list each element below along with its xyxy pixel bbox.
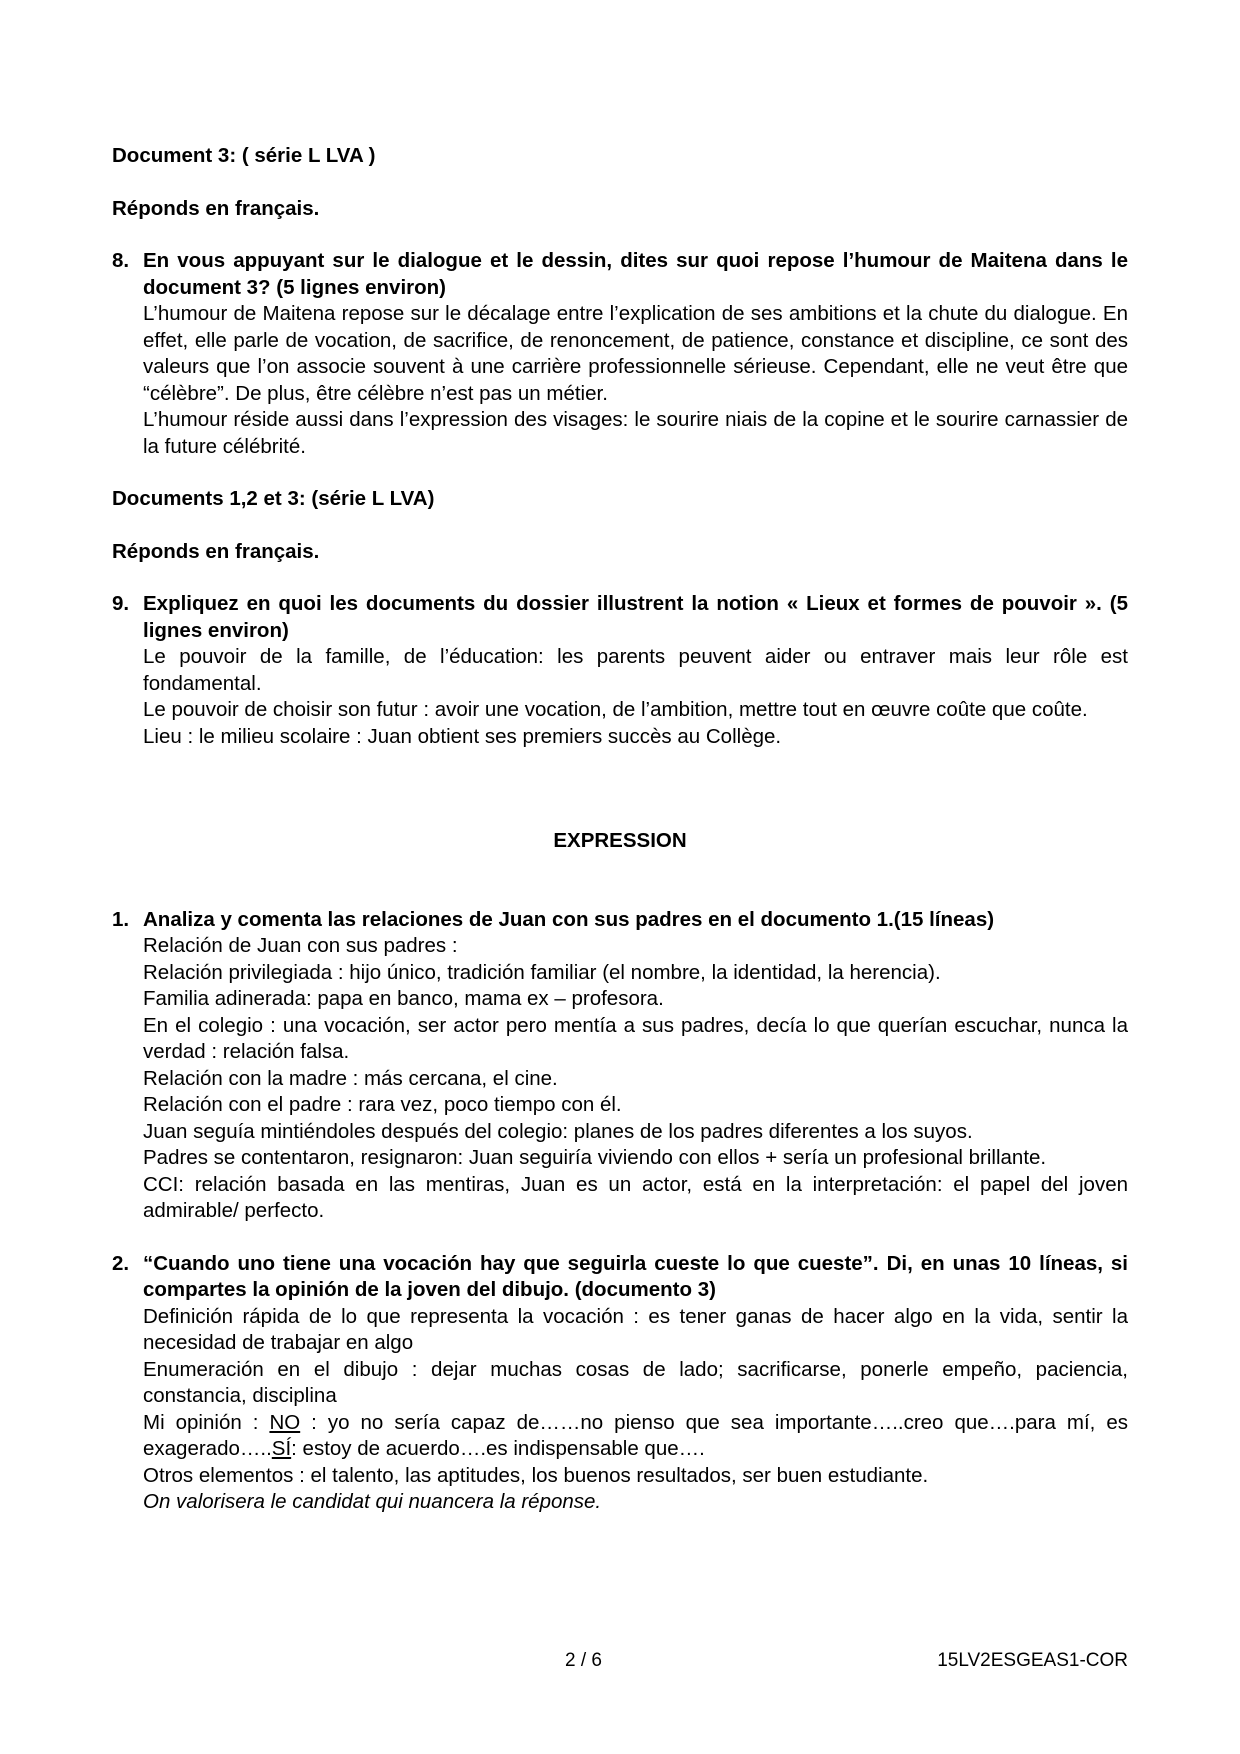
- question-9-text: Expliquez en quoi les documents du dossier illustrent la notion « Lieux et formes de pouvoir ». (5 lignes environ): [143, 592, 1128, 642]
- opinion-mid: : yo no sería capaz de……no pienso que sea importante…..creo que….para mí, es exagerado…..: [143, 1410, 1128, 1460]
- expression-q1-line: Juan seguía mintiéndoles después del colegio: planes de los padres diferentes a los suyos.: [143, 1119, 973, 1143]
- expression-question-2: [112, 1251, 1128, 1516]
- question-8-answer-2: L’humour réside aussi dans l’expression des visages: le sourire niais de la copine et le sourire carnassier de la future célébrité.: [143, 408, 1128, 458]
- question-9-answer-1: Le pouvoir de la famille, de l’éducation: les parents peuvent aider ou entraver mais leur rôle est fondamental.: [143, 645, 1128, 695]
- expression-title: EXPRESSION: [553, 829, 687, 852]
- question-9-number: 9.: [112, 592, 130, 615]
- expression-q2-note: On valorisera le candidat qui nuancera la réponse.: [143, 1490, 602, 1513]
- opinion-prefix: Mi opinión :: [143, 1410, 270, 1434]
- expression-q1-line: Padres se contentaron, resignaron: Juan seguiría viviendo con ellos + sería un profesional brillante.: [143, 1146, 1047, 1169]
- expression-question-1: [112, 907, 1128, 1225]
- question-9-answer-3: Lieu : le milieu scolaire : Juan obtient ses premiers succès au Collège.: [143, 724, 782, 748]
- question-8-number: 8.: [112, 249, 130, 272]
- expression-q1-line: Relación de Juan con sus padres :: [143, 934, 458, 957]
- expression-q1-number: 1.: [112, 907, 130, 931]
- opinion-end: : estoy de acuerdo….es indispensable que….: [291, 1437, 705, 1460]
- doc3-instruction: Réponds en français.: [112, 196, 320, 220]
- question-8: [112, 248, 1128, 460]
- expression-q1-line: Relación privilegiada : hijo único, tradición familiar (el nombre, la identidad, la herencia).: [143, 960, 941, 984]
- expression-q1-line: Familia adinerada: papa en banco, mama ex – profesora.: [143, 987, 664, 1010]
- expression-q2-line-2: Enumeración en el dibujo : dejar muchas cosas de lado; sacrificarse, ponerle empeño, paciencia, constancia, disciplina: [143, 1357, 1128, 1407]
- docs123-instruction: Réponds en français.: [112, 539, 320, 563]
- document-code: 15LV2ESGEAS1-COR: [937, 1650, 1128, 1671]
- docs123-heading: Documents 1,2 et 3: (série L LVA): [112, 487, 435, 510]
- question-8-answer-1: L’humour de Maitena repose sur le décalage entre l’explication de ses ambitions et la chute du dialogue. En effet, elle parle de vocation, de sacrifice, de renoncement, de patience, constance et discipline, ce sont des valeurs que l’on associe souvent à une carrière professionnelle sérieuse. Cependant, elle ne veut être que “célèbre”. De plus, être célèbre n’est pas un métier.: [143, 302, 1128, 405]
- document-page: [112, 143, 1128, 1516]
- question-9-answer-2: Le pouvoir de choisir son futur : avoir une vocation, de l’ambition, mettre tout en œuvre coûte que coûte.: [143, 698, 1088, 721]
- expression-q2-number: 2.: [112, 1251, 130, 1275]
- doc3-heading: Document 3: ( série L LVA ): [112, 144, 376, 167]
- expression-q2-opinion: [143, 1410, 1128, 1463]
- page-number: 2 / 6: [565, 1650, 602, 1671]
- expression-q1-line: Relación con la madre : más cercana, el cine.: [143, 1066, 558, 1090]
- question-8-text: En vous appuyant sur le dialogue et le dessin, dites sur quoi repose l’humour de Maitena dans le document 3? (5 lignes environ): [143, 249, 1128, 299]
- expression-q1-line: CCI: relación basada en las mentiras, Juan es un actor, está en la interpretación: el papel del joven admirable/ perfecto.: [143, 1172, 1128, 1222]
- opinion-no: NO: [269, 1410, 301, 1434]
- expression-q2-text: “Cuando uno tiene una vocación hay que seguirla cueste lo que cueste”. Di, en unas 10 líneas, si compartes la opinión de la joven del dibujo. (documento 3): [143, 1251, 1128, 1301]
- expression-q2-line-1: Definición rápida de lo que representa la vocación : es tener ganas de hacer algo en la vida, sentir la necesidad de trabajar en algo: [143, 1304, 1128, 1354]
- expression-q1-line: En el colegio : una vocación, ser actor pero mentía a sus padres, decía lo que querían escuchar, nunca la verdad : relación falsa.: [143, 1013, 1128, 1063]
- expression-q1-line: Relación con el padre : rara vez, poco tiempo con él.: [143, 1093, 622, 1116]
- expression-q2-line-4: Otros elementos : el talento, las aptitudes, los buenos resultados, ser buen estudiante.: [143, 1463, 929, 1487]
- opinion-si: SÍ: [271, 1437, 292, 1460]
- question-9: [112, 591, 1128, 750]
- expression-q1-text: Analiza y comenta las relaciones de Juan con sus padres en el documento 1.(15 líneas): [143, 907, 995, 931]
